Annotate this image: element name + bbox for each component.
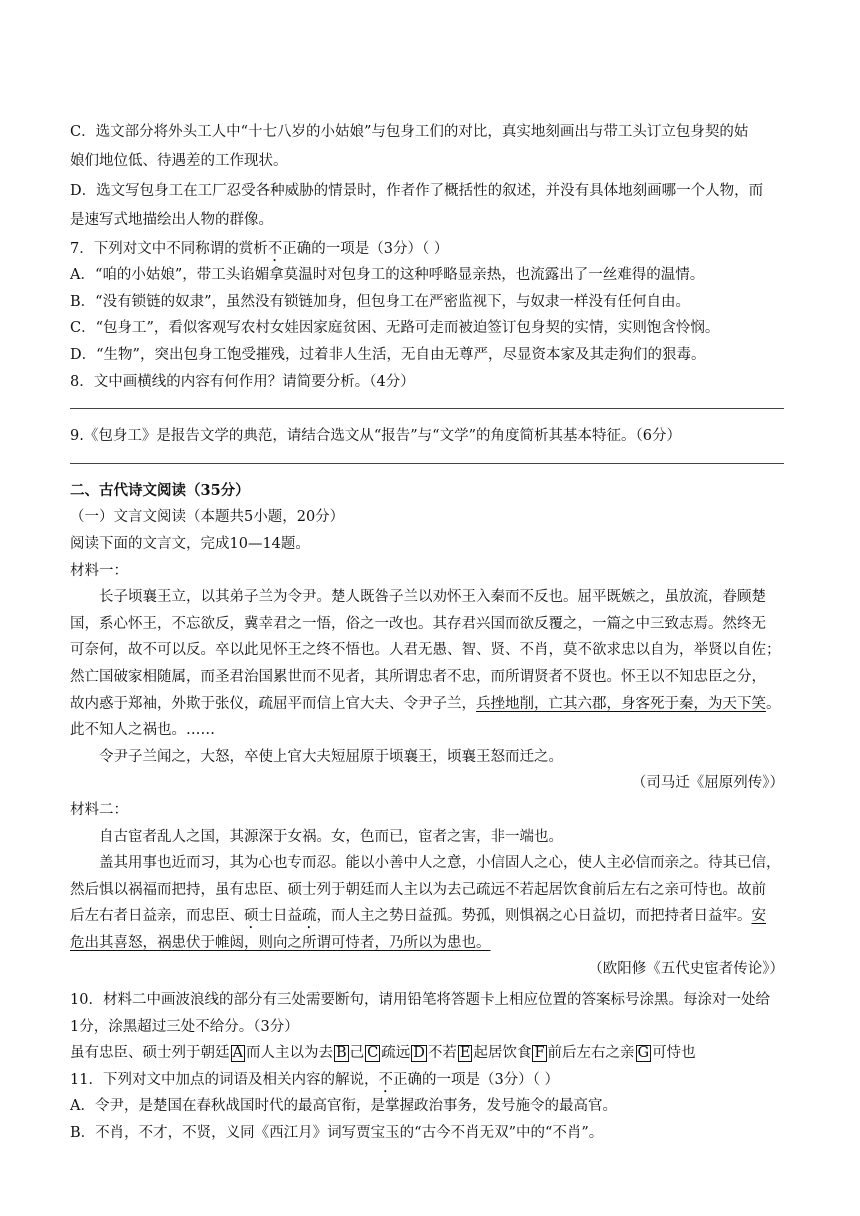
emphasis-dot-text: 疏 — [302, 908, 317, 925]
subsection-title: （一）文言文阅读（本题共5小题，20分） — [70, 509, 345, 526]
option-c-line2: 娘们地位低、待遇差的工作现状。 — [70, 153, 288, 170]
question-9: 9.《包身工》是报告文学的典范，请结合选文从“报告”与“文学”的角度简析其基本特征。（6分） — [70, 428, 681, 445]
source-citation-2: （欧阳修《五代史宦者传论》） — [588, 961, 784, 978]
q7-option-d: D．“生物”，突出包身工饱受摧残，过着非人生活，无自由无尊严，尽显资本家及其走狗们的狠毒。 — [70, 347, 706, 363]
option-c-line1: C．选文部分将外头工人中“十七八岁的小姑娘”与包身工们的对比，真实地刻画出与带工头订立包身契的姑 — [70, 124, 749, 140]
option-d-line1: D．选文写包身工在工厂忍受各种威胁的情景时，作者作了概括性的叙述，并没有具体地刻画哪一个人物，而 — [70, 182, 764, 199]
material-2-text — [70, 824, 790, 984]
material-1-label: 材料一： — [70, 562, 128, 579]
passage-line: 盖其用事也近而习，其为心也专而忍。能以小善中人之意，小信固人之心，使人主必信而亲之。待其已信， — [99, 855, 781, 872]
q7-option-b: B．“没有锁链的奴隶”，虽然没有锁链加身，但包身工在严密监视下，与奴隶一样没有任何自由。 — [70, 293, 690, 310]
answer-line-q9[interactable] — [70, 450, 784, 464]
question-10-line1: 10．材料二中画波浪线的部分有三处需要断句，请用铅笔将答题卡上相应位置的答案标号涂黑。每涂对一处给 — [70, 992, 770, 1009]
break-option-g[interactable]: G — [637, 1045, 650, 1062]
break-option-f[interactable]: F — [534, 1045, 545, 1062]
emphasis-dot-text: 不 — [378, 1071, 393, 1088]
break-option-b[interactable]: B — [335, 1045, 347, 1062]
q7-option-a: A．“咱的小姑娘”，带工头谄媚拿莫温时对包身工的这种呼略显亲热，也流露出了一丝难得的温情。 — [70, 267, 705, 284]
passage-line: 然亡国破家相随属，而圣君治国累世而不见者，其所谓忠者不忠，而所谓贤者不贤也。怀王以不知忠臣之分， — [70, 668, 766, 685]
material-2-label: 材料二： — [70, 801, 128, 818]
passage-line: 自古宦者乱人之国，其源深于女祸。女，色而已，宦者之害，非一端也。 — [99, 828, 563, 845]
passage-line: 后左右者日益亲，而忠臣、硕士日益疏，而人主之势日益孤。势孤，则惧祸之心日益切，而把持者日益牢。安 — [70, 908, 766, 925]
emphasis-dot-text: 不 — [267, 240, 283, 257]
question-10-line2: 1分，涂黑超过三处不给分。（3分） — [70, 1018, 299, 1035]
reading-intro: 阅读下面的文言文，完成10—14题。 — [70, 535, 310, 552]
source-citation-1: （司马迁《屈原列传》） — [631, 775, 784, 792]
break-option-a[interactable]: A — [232, 1045, 243, 1062]
passage-line: 此不知人之祸也。…… — [70, 722, 215, 739]
option-d — [70, 177, 790, 236]
section-title: 二、古代诗文阅读（35分） — [70, 481, 250, 499]
underlined-sentence: 兵挫地削，亡其六郡，身客死于秦，为天下笑 — [476, 695, 766, 712]
passage-line: 长子顷襄王立，以其弟子兰为令尹。楚人既咎子兰以劝怀王入秦而不反也。屈平既嫉之，虽放流，眷顾楚 — [99, 589, 766, 606]
break-option-d[interactable]: D — [413, 1045, 425, 1062]
q11-option-a: A．令尹，是楚国在春秋战国时代的最高官衔，是掌握政治事务，发号施令的最高官。 — [70, 1098, 617, 1115]
question-7: 7．下列对文中不同称谓的赏析不正确的一项是（3分）（ ） — [70, 240, 449, 257]
passage-line: 可奈何，故不可以反。卒以此见怀王之终不悟也。人君无愚、智、贤、不肖，莫不欲求忠以自为，举贤以自佐； — [70, 642, 781, 659]
q11-option-b: B．不肖，不才，不贤，义同《西江月》词写贾宝玉的“古今不肖无双”中的“不肖”。 — [70, 1125, 604, 1142]
underlined-sentence: 安 — [751, 908, 766, 925]
passage-line: 国，系心怀王，不忘欲反，冀幸君之一悟，俗之一改也。其存君兴国而欲反覆之，一篇之中三致志焉。然终无 — [70, 615, 766, 632]
option-d-line2: 是速写式地描绘出人物的群像。 — [70, 212, 273, 229]
passage-line: 令尹子兰闻之，大怒，卒使上官大夫短屈原于顷襄王，顷襄王怒而迁之。 — [99, 748, 563, 765]
passage-line — [70, 930, 790, 957]
q7-option-c: C．“包身工”，看似客观写农村女娃因家庭贫困、无路可走而被迫签订包身契的实情，实则饱含怜悯。 — [70, 320, 720, 337]
passage-line: 故内惑于郑袖，外欺于张仪，疏屈平而信上官大夫、令尹子兰，兵挫地削，亡其六郡，身客死于秦，为天下笑。 — [70, 695, 781, 712]
break-option-c[interactable]: C — [367, 1045, 379, 1062]
sentence-break-options: 虽有忠臣、硕士列于朝廷 A 而人主以为去 B 己 C 疏远 D 不若 E 起居饮食 F 前后左右之亲 G 可恃也 — [70, 1045, 696, 1062]
emphasis-dot-text: 硕 — [244, 908, 259, 925]
exam-page — [70, 118, 790, 1147]
break-option-e[interactable]: E — [459, 1045, 471, 1062]
option-c — [70, 118, 790, 177]
answer-line-q8[interactable] — [70, 395, 784, 409]
material-1-text — [70, 584, 790, 797]
question-11: 11．下列对文中加点的词语及相关内容的解说，不正确的一项是（3分）（ ） — [70, 1071, 560, 1088]
underlined-sentence: 危出其喜怒，祸患伏于帷闼，则向之所谓可恃者，乃所以为患也。 — [70, 934, 491, 951]
passage-line: 然后惧以祸福而把持，虽有忠臣、硕士列于朝廷而人主以为去己疏远不若起居饮食前后左右之亲可恃也。故前 — [70, 881, 766, 898]
question-8: 8．文中画横线的内容有何作用？请简要分析。（4分） — [70, 373, 415, 390]
